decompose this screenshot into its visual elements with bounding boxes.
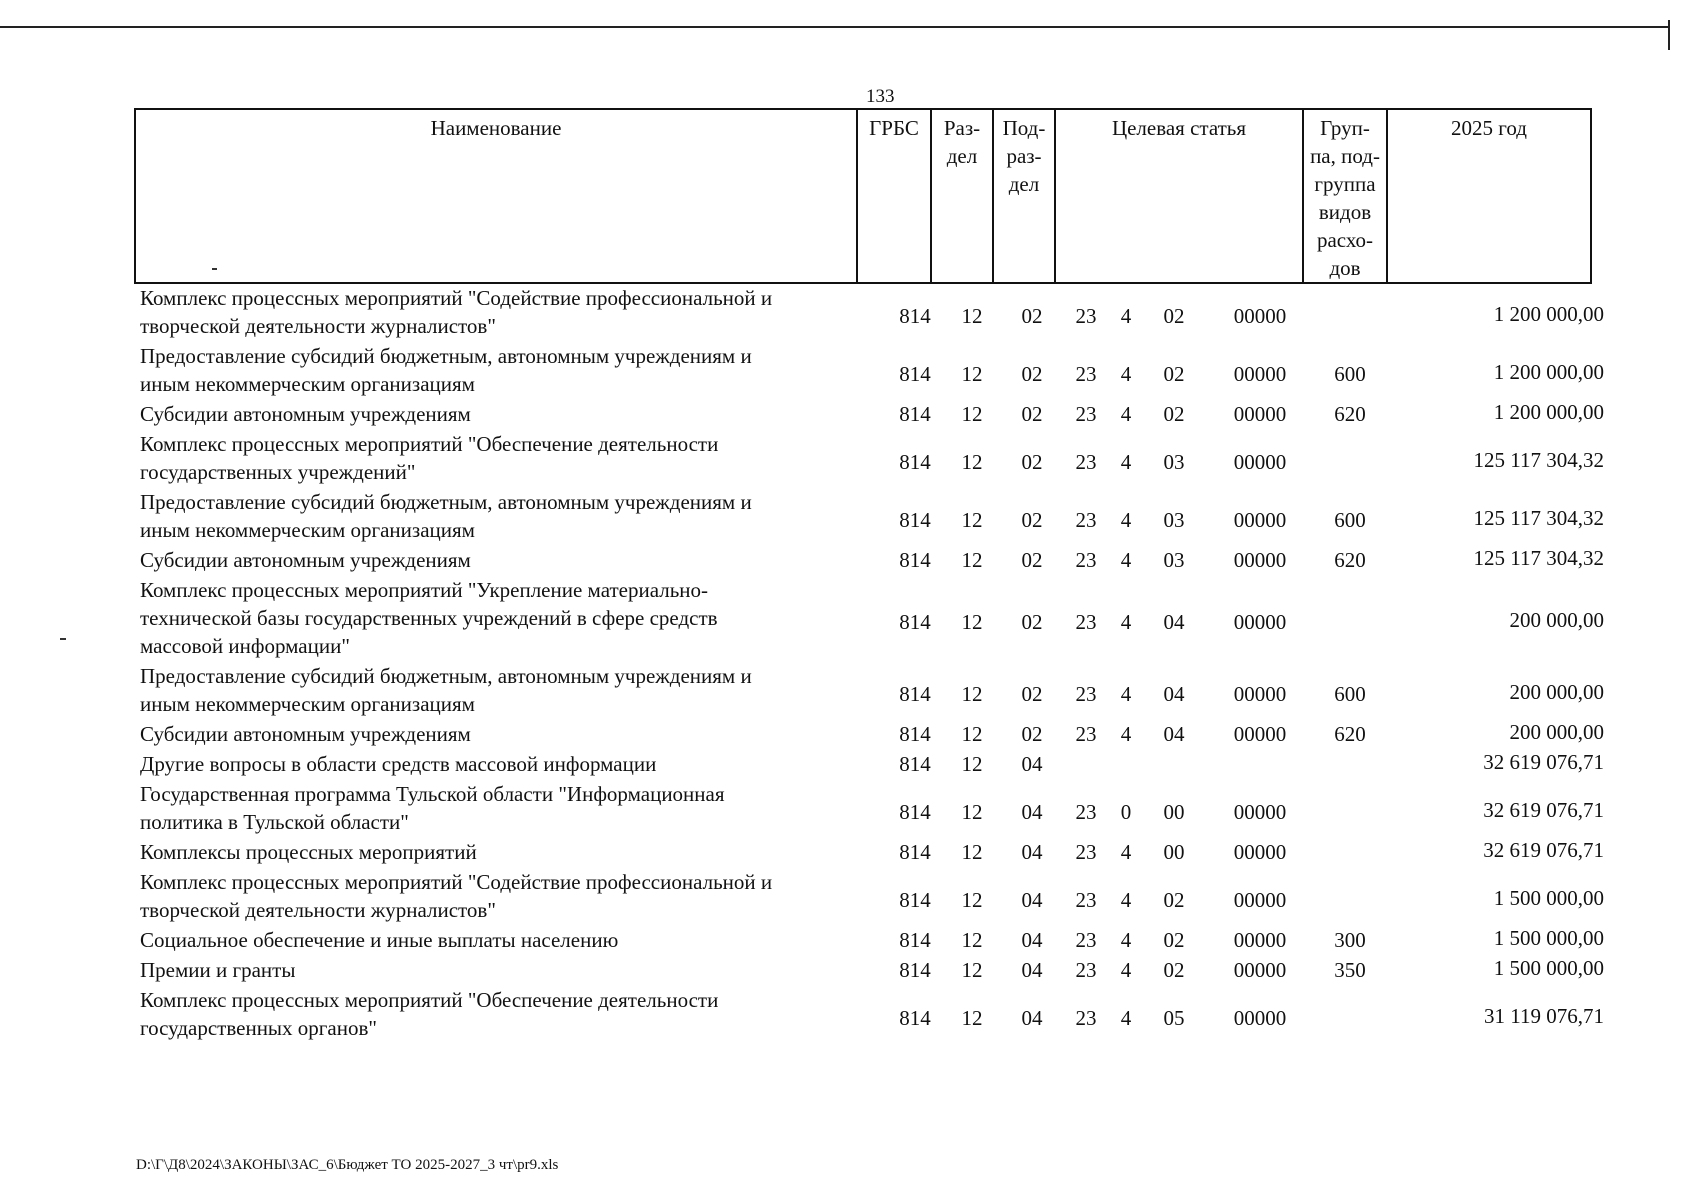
row-t2-cell: 4 (1120, 610, 1132, 634)
row-name-line: Предоставление субсидий бюджетным, автономным учреждениям и (140, 490, 752, 514)
row-t4-cell: 00000 (1233, 1006, 1287, 1030)
row-name (140, 488, 850, 544)
row-amount: 1 500 000,00 (1493, 926, 1604, 950)
row-amount: 1 200 000,00 (1493, 360, 1604, 384)
row-vr-cell: 600 (1334, 362, 1366, 386)
header-group-line: па, под- (1310, 144, 1380, 168)
row-pr-cell: 02 (1021, 402, 1043, 426)
row-t3-cell: 02 (1163, 304, 1185, 328)
row-t3-cell: 05 (1163, 1006, 1185, 1030)
row-name-line: иным некоммерческим организациям (140, 518, 475, 542)
row-name-line: Предоставление субсидий бюджетным, автономным учреждениям и (140, 344, 752, 368)
table-header (134, 108, 1592, 284)
row-t1-cell: 23 (1075, 888, 1097, 912)
row-t4-cell: 00000 (1233, 304, 1287, 328)
row-amount: 125 117 304,32 (1473, 448, 1604, 472)
row-t4-cell: 00000 (1233, 840, 1287, 864)
row-t4-cell: 00000 (1233, 610, 1287, 634)
row-amount: 200 000,00 (1509, 680, 1604, 704)
table-row (134, 430, 1604, 486)
row-grbs-cell: 814 (899, 752, 931, 776)
row-name (140, 868, 850, 924)
row-grbs-cell: 814 (899, 800, 931, 824)
table-row (134, 720, 1604, 748)
row-t4-cell: 00000 (1233, 362, 1287, 386)
row-amount: 200 000,00 (1509, 608, 1604, 632)
row-grbs-cell: 814 (899, 548, 931, 572)
row-name-line: Субсидии автономным учреждениям (140, 402, 471, 426)
row-pr-cell: 02 (1021, 682, 1043, 706)
header-group-line: дов (1329, 256, 1361, 280)
row-t3-cell: 04 (1163, 682, 1185, 706)
row-pr-cell: 04 (1021, 1006, 1043, 1030)
row-vr-cell: 620 (1334, 402, 1366, 426)
row-name (140, 750, 850, 778)
table-row (134, 868, 1604, 924)
row-rz-cell: 12 (961, 800, 983, 824)
row-t1-cell: 23 (1075, 840, 1097, 864)
row-rz-cell: 12 (961, 888, 983, 912)
row-grbs-cell: 814 (899, 362, 931, 386)
row-name (140, 284, 850, 340)
table-row (134, 986, 1604, 1042)
header-year (1388, 110, 1590, 282)
row-name-line: Премии и гранты (140, 958, 296, 982)
row-amount: 1 500 000,00 (1493, 886, 1604, 910)
table-row (134, 926, 1604, 954)
row-t2-cell: 0 (1120, 800, 1132, 824)
header-razdel (932, 110, 994, 282)
row-vr-cell: 600 (1334, 508, 1366, 532)
table-row (134, 400, 1604, 428)
file-path-footer: D:\Г\Д8\2024\ЗАКОНЫ\ЗАС_6\Бюджет ТО 2025-2027_3 чт\pr9.xls (136, 1157, 559, 1173)
row-t1-cell: 23 (1075, 362, 1097, 386)
row-pr-cell: 02 (1021, 610, 1043, 634)
header-target (1056, 110, 1304, 282)
row-pr-cell: 04 (1021, 800, 1043, 824)
row-rz-cell: 12 (961, 508, 983, 532)
row-name-line: творческой деятельности журналистов" (140, 314, 496, 338)
row-t4-cell: 00000 (1233, 450, 1287, 474)
header-group-line: Груп- (1320, 116, 1370, 140)
row-t4-cell: 00000 (1233, 548, 1287, 572)
row-pr-cell: 02 (1021, 722, 1043, 746)
row-grbs-cell: 814 (899, 508, 931, 532)
row-t2-cell: 4 (1120, 304, 1132, 328)
row-t1-cell: 23 (1075, 800, 1097, 824)
table-row (134, 838, 1604, 866)
row-t3-cell: 00 (1163, 800, 1185, 824)
row-t1-cell: 23 (1075, 682, 1097, 706)
row-pr-cell: 04 (1021, 888, 1043, 912)
row-t1-cell: 23 (1075, 508, 1097, 532)
row-name-line: Комплекс процессных мероприятий "Содействие профессиональной и (140, 870, 773, 894)
row-grbs-cell: 814 (899, 402, 931, 426)
header-year-label: 2025 год (1451, 116, 1527, 140)
row-t1-cell: 23 (1075, 958, 1097, 982)
row-pr-cell: 02 (1021, 304, 1043, 328)
row-name-line: политика в Тульской области" (140, 810, 409, 834)
header-name (136, 110, 858, 282)
row-amount: 32 619 076,71 (1483, 798, 1604, 822)
row-pr-cell: 02 (1021, 548, 1043, 572)
row-rz-cell: 12 (961, 840, 983, 864)
row-name (140, 546, 850, 574)
row-t2-cell: 4 (1120, 1006, 1132, 1030)
row-name-line: технической базы государственных учреждений в сфере средств (140, 606, 718, 630)
row-t3-cell: 03 (1163, 450, 1185, 474)
row-t4-cell: 00000 (1233, 928, 1287, 952)
row-name (140, 956, 850, 984)
row-name-line: творческой деятельности журналистов" (140, 898, 496, 922)
header-razdel-line: Раз- (943, 116, 981, 140)
row-t4-cell: 00000 (1233, 402, 1287, 426)
row-t3-cell: 02 (1163, 928, 1185, 952)
row-name-line: массовой информации" (140, 634, 350, 658)
header-name-label: Наименование (430, 116, 562, 140)
row-name-line: Комплекс процессных мероприятий "Обеспечение деятельности (140, 988, 719, 1012)
row-t2-cell: 4 (1120, 682, 1132, 706)
row-name-line: Комплекс процессных мероприятий "Обеспечение деятельности (140, 432, 719, 456)
row-vr-cell: 300 (1334, 928, 1366, 952)
row-name-line: Предоставление субсидий бюджетным, автономным учреждениям и (140, 664, 752, 688)
row-t4-cell: 00000 (1233, 800, 1287, 824)
row-t1-cell: 23 (1075, 1006, 1097, 1030)
row-amount: 32 619 076,71 (1483, 750, 1604, 774)
table-row (134, 750, 1604, 778)
row-t2-cell: 4 (1120, 722, 1132, 746)
row-t2-cell: 4 (1120, 508, 1132, 532)
row-t4-cell: 00000 (1233, 508, 1287, 532)
row-name (140, 430, 850, 486)
row-t2-cell: 4 (1120, 402, 1132, 426)
row-name (140, 400, 850, 428)
row-grbs-cell: 814 (899, 682, 931, 706)
row-pr-cell: 02 (1021, 508, 1043, 532)
table-row (134, 342, 1604, 398)
row-rz-cell: 12 (961, 304, 983, 328)
row-amount: 125 117 304,32 (1473, 506, 1604, 530)
top-rule-tick (1668, 20, 1670, 50)
row-rz-cell: 12 (961, 548, 983, 572)
row-grbs-cell: 814 (899, 888, 931, 912)
row-pr-cell: 04 (1021, 840, 1043, 864)
row-t2-cell: 4 (1120, 840, 1132, 864)
row-name-line: государственных учреждений" (140, 460, 416, 484)
row-name-line: Комплекс процессных мероприятий "Укрепление материально- (140, 578, 709, 602)
row-grbs-cell: 814 (899, 304, 931, 328)
row-rz-cell: 12 (961, 450, 983, 474)
header-podrazdel-line: Под- (1002, 116, 1046, 140)
row-t2-cell: 4 (1120, 888, 1132, 912)
header-group-line: группа (1314, 172, 1376, 196)
row-name-line: Субсидии автономным учреждениям (140, 722, 471, 746)
scan-mark (60, 638, 66, 640)
row-grbs-cell: 814 (899, 840, 931, 864)
header-group (1304, 110, 1388, 282)
row-t3-cell: 03 (1163, 548, 1185, 572)
row-name-line: государственных органов" (140, 1016, 377, 1040)
row-name (140, 662, 850, 718)
row-vr-cell: 600 (1334, 682, 1366, 706)
row-t1-cell: 23 (1075, 610, 1097, 634)
row-t3-cell: 00 (1163, 840, 1185, 864)
row-name (140, 926, 850, 954)
row-t3-cell: 02 (1163, 362, 1185, 386)
row-grbs-cell: 814 (899, 722, 931, 746)
row-name (140, 342, 850, 398)
row-rz-cell: 12 (961, 928, 983, 952)
row-t1-cell: 23 (1075, 928, 1097, 952)
header-podrazdel (994, 110, 1056, 282)
row-amount: 32 619 076,71 (1483, 838, 1604, 862)
row-amount: 125 117 304,32 (1473, 546, 1604, 570)
row-t3-cell: 04 (1163, 610, 1185, 634)
row-t1-cell: 23 (1075, 304, 1097, 328)
row-name-line: Субсидии автономным учреждениям (140, 548, 471, 572)
row-grbs-cell: 814 (899, 450, 931, 474)
row-amount: 31 119 076,71 (1484, 1004, 1604, 1028)
row-rz-cell: 12 (961, 1006, 983, 1030)
row-name (140, 780, 850, 836)
row-vr-cell: 620 (1334, 722, 1366, 746)
row-t2-cell: 4 (1120, 450, 1132, 474)
header-target-label: Целевая статья (1111, 116, 1247, 140)
table-row (134, 488, 1604, 544)
row-name-line: Комплексы процессных мероприятий (140, 840, 477, 864)
row-amount: 200 000,00 (1509, 720, 1604, 744)
row-name-line: иным некоммерческим организациям (140, 692, 475, 716)
row-rz-cell: 12 (961, 958, 983, 982)
row-t2-cell: 4 (1120, 958, 1132, 982)
row-t1-cell: 23 (1075, 450, 1097, 474)
row-t4-cell: 00000 (1233, 682, 1287, 706)
row-t4-cell: 00000 (1233, 722, 1287, 746)
row-t4-cell: 00000 (1233, 958, 1287, 982)
row-pr-cell: 02 (1021, 450, 1043, 474)
row-t2-cell: 4 (1120, 362, 1132, 386)
header-podrazdel-line: дел (1008, 172, 1040, 196)
row-pr-cell: 04 (1021, 928, 1043, 952)
table-row (134, 662, 1604, 718)
top-rule (0, 26, 1670, 28)
header-grbs (858, 110, 932, 282)
row-grbs-cell: 814 (899, 958, 931, 982)
row-grbs-cell: 814 (899, 610, 931, 634)
page-number: 133 (866, 86, 895, 107)
row-name-line: Социальное обеспечение и иные выплаты населению (140, 928, 619, 952)
row-amount: 1 200 000,00 (1493, 400, 1604, 424)
row-vr-cell: 350 (1334, 958, 1366, 982)
row-t3-cell: 04 (1163, 722, 1185, 746)
row-t1-cell: 23 (1075, 722, 1097, 746)
row-rz-cell: 12 (961, 752, 983, 776)
header-razdel-line: дел (946, 144, 978, 168)
row-name (140, 986, 850, 1042)
row-rz-cell: 12 (961, 722, 983, 746)
table-row (134, 956, 1604, 984)
row-t1-cell: 23 (1075, 402, 1097, 426)
row-t1-cell: 23 (1075, 548, 1097, 572)
row-grbs-cell: 814 (899, 928, 931, 952)
header-group-line: расхо- (1316, 228, 1374, 252)
row-t2-cell: 4 (1120, 928, 1132, 952)
row-name (140, 838, 850, 866)
row-rz-cell: 12 (961, 610, 983, 634)
row-t3-cell: 03 (1163, 508, 1185, 532)
header-podrazdel-line: раз- (1006, 144, 1042, 168)
table-row (134, 780, 1604, 836)
row-vr-cell: 620 (1334, 548, 1366, 572)
header-grbs-label: ГРБС (869, 116, 919, 140)
row-rz-cell: 12 (961, 682, 983, 706)
row-name-line: Комплекс процессных мероприятий "Содействие профессиональной и (140, 286, 773, 310)
row-name (140, 576, 850, 660)
row-t4-cell: 00000 (1233, 888, 1287, 912)
header-group-line: видов (1318, 200, 1372, 224)
row-name (140, 720, 850, 748)
table-row (134, 284, 1604, 340)
row-pr-cell: 04 (1021, 752, 1043, 776)
row-amount: 1 200 000,00 (1493, 302, 1604, 326)
row-t3-cell: 02 (1163, 402, 1185, 426)
table-row (134, 576, 1604, 660)
row-name-line: Государственная программа Тульской области "Информационная (140, 782, 725, 806)
row-pr-cell: 04 (1021, 958, 1043, 982)
row-pr-cell: 02 (1021, 362, 1043, 386)
row-rz-cell: 12 (961, 402, 983, 426)
table-row (134, 546, 1604, 574)
row-amount: 1 500 000,00 (1493, 956, 1604, 980)
row-grbs-cell: 814 (899, 1006, 931, 1030)
row-name-line: иным некоммерческим организациям (140, 372, 475, 396)
row-t3-cell: 02 (1163, 958, 1185, 982)
row-rz-cell: 12 (961, 362, 983, 386)
row-t3-cell: 02 (1163, 888, 1185, 912)
row-t2-cell: 4 (1120, 548, 1132, 572)
row-name-line: Другие вопросы в области средств массовой информации (140, 752, 657, 776)
